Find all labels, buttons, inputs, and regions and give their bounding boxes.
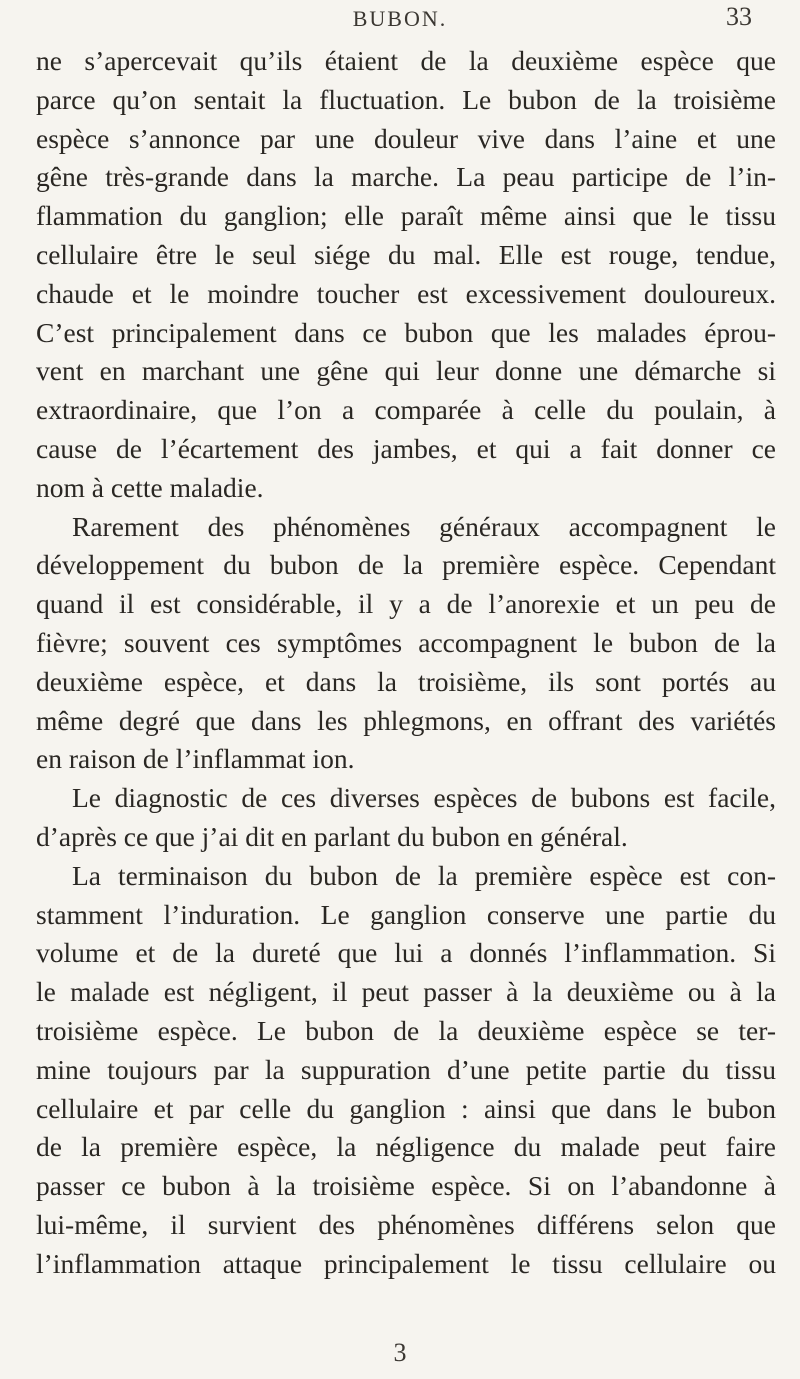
text-line: l’inflammation attaque principalement le tissu cellulaire ou xyxy=(36,1247,776,1279)
text-line: passer ce bubon à la troisième espèce. Si on l’abandonne à xyxy=(36,1170,776,1202)
text-line: nom à cette maladie. xyxy=(36,471,264,503)
text-line: flammation du ganglion; elle paraît même ainsi que le tissu xyxy=(36,200,776,232)
text-line: lui-même, il survient des phénomènes différens selon que xyxy=(36,1208,776,1240)
text-line: de la première espèce, la négligence du malade peut faire xyxy=(36,1131,776,1163)
running-head: BUBON. xyxy=(352,6,448,31)
text-line: La terminaison du bubon de la première espèce est con- xyxy=(72,859,776,891)
text-line: Le diagnostic de ces diverses espèces de bubons est facile, xyxy=(72,782,776,814)
text-line: en raison de l’inflammat ion. xyxy=(36,743,355,775)
text-line: Rarement des phénomènes généraux accompagnent le xyxy=(72,510,776,542)
text-line: même degré que dans les phlegmons, en offrant des variétés xyxy=(36,704,776,736)
text-line: troisième espèce. Le bubon de la deuxième espèce se ter- xyxy=(36,1014,776,1046)
text-line: gêne très-grande dans la marche. La peau participe de l’in- xyxy=(36,161,776,193)
text-line: stamment l’induration. Le ganglion conserve une partie du xyxy=(36,898,776,930)
text-line: ne s’apercevait qu’ils étaient de la deuxième espèce que xyxy=(36,45,776,76)
text-line: chaude et le moindre toucher est excessivement douloureux. xyxy=(36,277,776,309)
text-line: cellulaire et par celle du ganglion : ainsi que dans le bubon xyxy=(36,1092,776,1124)
text-line: vent en marchant une gêne qui leur donne une démarche si xyxy=(36,355,776,387)
body-text xyxy=(36,42,776,1284)
text-line: développement du bubon de la première espèce. Cependant xyxy=(36,549,776,581)
text-line: le malade est négligent, il peut passer à la deuxième ou à la xyxy=(36,976,776,1008)
text-line: fièvre; souvent ces symptômes accompagnent le bubon de la xyxy=(36,626,776,658)
signature-mark: 3 xyxy=(393,1338,407,1367)
text-line: parce qu’on sentait la fluctuation. Le bubon de la troisième xyxy=(36,83,776,115)
page-number: 33 xyxy=(726,2,752,31)
text-line: cause de l’écartement des jambes, et qui a fait donner ce xyxy=(36,432,776,464)
text-line: C’est principalement dans ce bubon que les malades éprou- xyxy=(36,316,776,348)
text-line: deuxième espèce, et dans la troisième, ils sont portés au xyxy=(36,665,776,697)
text-line: d’après ce que j’ai dit en parlant du bubon en général. xyxy=(36,820,628,852)
text-line: quand il est considérable, il y a de l’anorexie et un peu de xyxy=(36,588,776,620)
text-line: extraordinaire, que l’on a comparée à celle du poulain, à xyxy=(36,394,776,426)
text-line: cellulaire être le seul siége du mal. Elle est rouge, tendue, xyxy=(36,238,776,270)
text-line: volume et de la dureté que lui a donnés l’inflammation. Si xyxy=(36,937,776,969)
text-line: espèce s’annonce par une douleur vive dans l’aine et une xyxy=(36,122,776,154)
text-line: mine toujours par la suppuration d’une petite partie du tissu xyxy=(36,1053,776,1085)
